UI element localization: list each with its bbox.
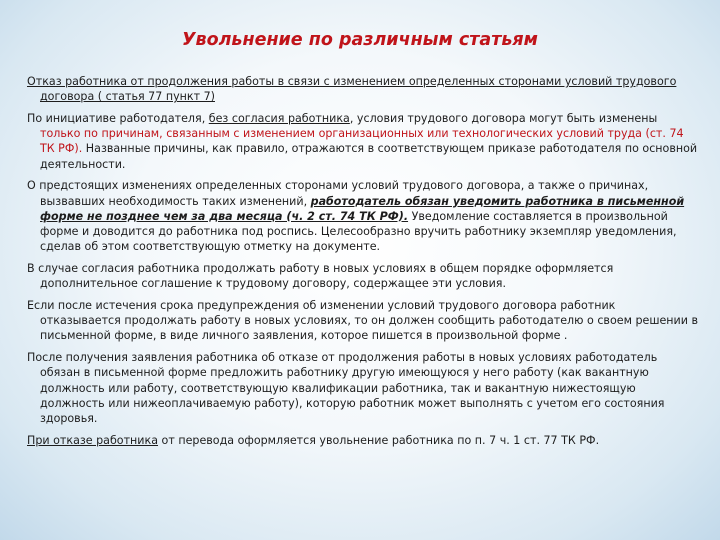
text-run: О предстоящих изменениях определенных сторонами условий трудового договора, а также о причинах, вызвавших необходимость таких изменений, bbox=[27, 179, 649, 208]
slide-body bbox=[27, 74, 699, 455]
text-run: Названные причины, как правило, отражаются в соответствующем приказе работодателя по основной деятельности. bbox=[40, 142, 698, 171]
emphasized-text: работодатель обязан уведомить работника в письменной форме не позднее чем за два месяца (ч. 2 ст. 74 ТК РФ). bbox=[40, 194, 685, 223]
paragraph-refusal: Если после истечения срока предупреждения об изменении условий трудового договора работник отказывается продолжать работу в новых условиях, то он должен сообщить работодателю о своем решении в письменной форме, в виде личного заявления, которое пишется в произвольной форме . bbox=[27, 299, 699, 343]
paragraph-dismissal bbox=[27, 433, 699, 448]
paragraph-initiative bbox=[27, 111, 699, 172]
underlined-text: При отказе работника bbox=[27, 433, 159, 447]
paragraph-transfer-offer: После получения заявления работника об отказе от продолжения работы в новых условиях работодатель обязан в письменной форме предложить работнику другую имеющуюся у него работу (как вакантную должность или работу, соответствующую квалификации работника, так и вакантную нижестоящую должность или нижеоплачиваемую работу), которую работник может выполнять с учетом его состояния здоровья. bbox=[27, 351, 665, 426]
text-run: По инициативе работодателя, bbox=[27, 112, 209, 125]
underlined-text: без согласия работника bbox=[208, 112, 350, 125]
text-run: , условия трудового договора могут быть изменены bbox=[349, 112, 658, 125]
paragraph-consent: В случае согласия работника продолжать работу в новых условиях в общем порядке оформляется дополнительное соглашение к трудовому договору, содержащее эти условия. bbox=[27, 262, 614, 291]
paragraph-notice bbox=[27, 178, 699, 254]
text-run: Уведомление составляется в произвольной форме и доводится до работника под роспись. Целесообразно вручить работнику экземпляр уведомления, сделав об этом соответствующую отметку на документе. bbox=[40, 209, 677, 254]
section-heading bbox=[27, 74, 699, 104]
heading-text: Отказ работника от продолжения работы в связи с изменением определенных сторонами условий трудового договора ( статья 77 пункт 7) bbox=[27, 75, 677, 104]
slide-title: Увольнение по различным статьям bbox=[182, 30, 538, 50]
highlighted-text: только по причинам, связанным с изменением организационных или технологических условий труда (ст. 74 ТК РФ). bbox=[40, 127, 684, 156]
text-run: от перевода оформляется увольнение работника по п. 7 ч. 1 ст. 77 ТК РФ. bbox=[158, 433, 600, 447]
